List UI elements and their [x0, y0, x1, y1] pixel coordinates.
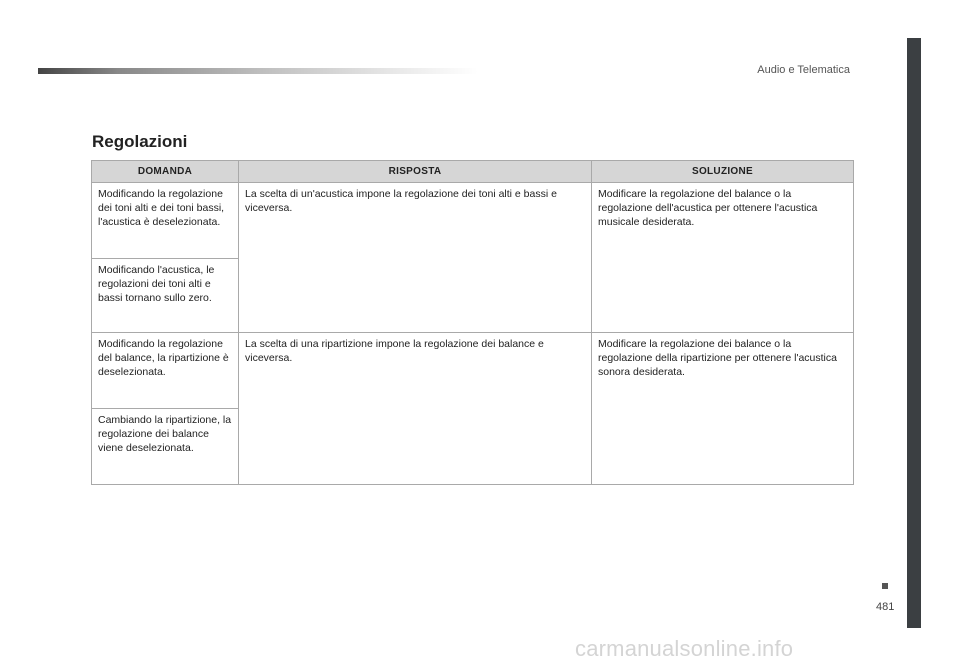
table-header-row [92, 161, 854, 183]
page-number: 481 [876, 601, 895, 613]
header-domanda: DOMANDA [92, 161, 239, 183]
header-soluzione: SOLUZIONE [592, 161, 854, 183]
solution-cell: Modificare la regolazione dei balance o la regolazione della ripartizione per ottenere l'acustica sonora desiderata. [592, 333, 854, 485]
question-cell: Modificando la regolazione dei toni alti e dei toni bassi, l'acustica è deselezionata. [92, 183, 239, 259]
question-cell: Cambiando la ripartizione, la regolazione dei balance viene deselezionata. [92, 409, 239, 485]
answer-cell: La scelta di una ripartizione impone la regolazione dei balance e viceversa. [239, 333, 592, 485]
table-row [92, 333, 854, 409]
table-row [92, 183, 854, 259]
header-gradient-bar [38, 68, 478, 74]
section-label: Audio e Telematica [757, 64, 850, 76]
question-cell: Modificando l'acustica, le regolazioni dei toni alti e bassi tornano sullo zero. [92, 259, 239, 333]
question-cell: Modificando la regolazione del balance, la ripartizione è deselezionata. [92, 333, 239, 409]
header-risposta: RISPOSTA [239, 161, 592, 183]
watermark-text: carmanualsonline.info [575, 636, 794, 661]
page-marker-square [882, 583, 888, 589]
solution-cell: Modificare la regolazione del balance o la regolazione dell'acustica per ottenere l'acustica musicale desiderata. [592, 183, 854, 333]
side-tab-bar [907, 38, 921, 628]
faq-table [91, 160, 854, 485]
answer-cell: La scelta di un'acustica impone la regolazione dei toni alti e bassi e viceversa. [239, 183, 592, 333]
page-title: Regolazioni [92, 132, 188, 151]
